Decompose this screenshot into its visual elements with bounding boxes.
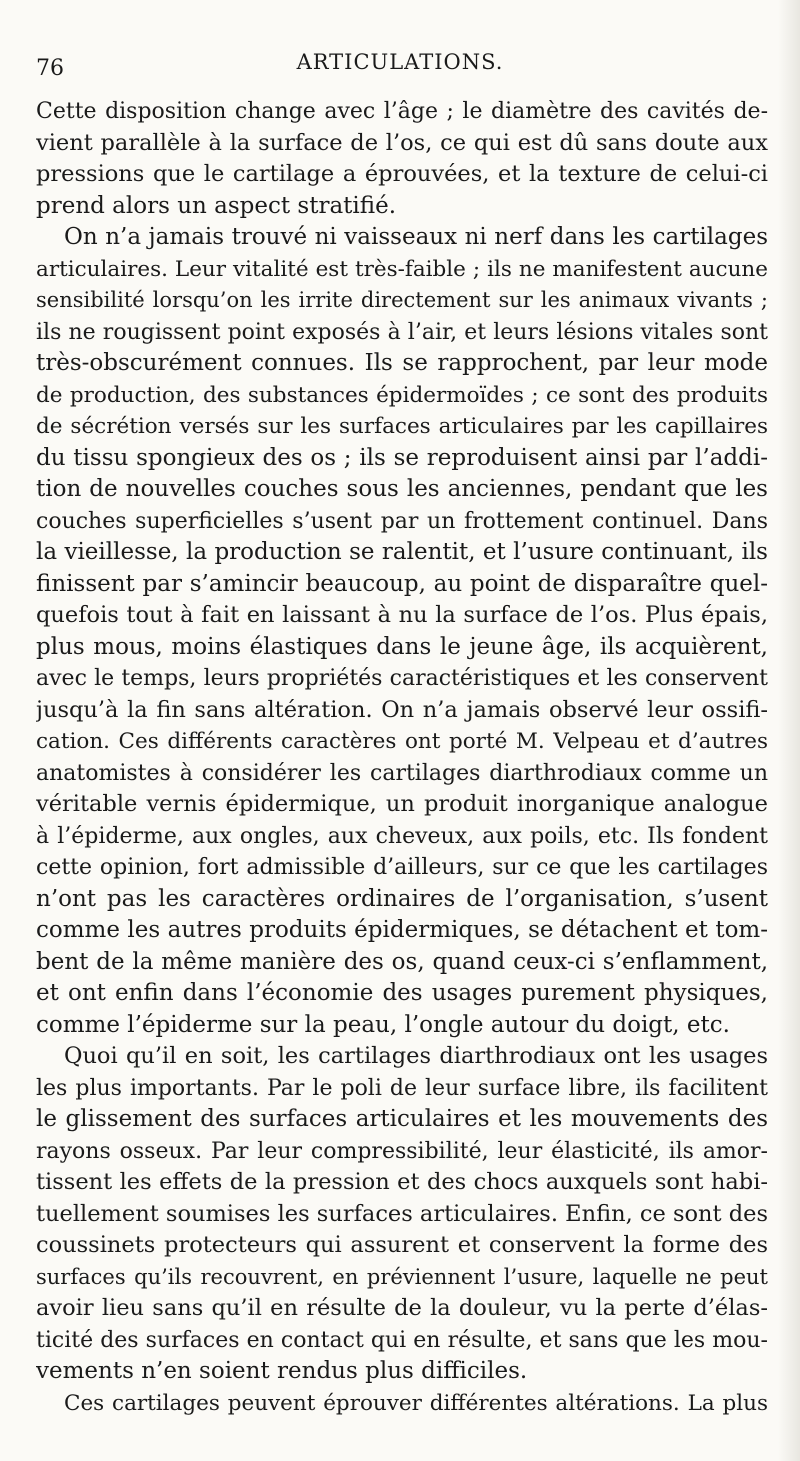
text-line: avec le temps, leurs propriétés caractéristiques et les conservent [36,666,768,691]
text-line: Ces cartilages peuvent éprouver différentes altérations. La plus [64,1390,768,1416]
text-line: bent de la même manière des os, quand ceux-ci s’enflamment, [36,948,768,975]
text-line: vements n’en soient rendus plus difficiles. [36,1358,528,1384]
text-line: finissent par s’amincir beaucoup, au point de disparaître quel- [36,570,768,597]
text-line: sensibilité lorsqu’on les irrite directement sur les animaux vivants ; [36,288,768,312]
text-line: n’ont pas les caractères ordinaires de l’organisation, s’usent [36,885,768,912]
text-line: comme les autres produits épidermiques, se détachent et tom- [36,917,768,943]
text-line: couches superficielles s’usent par un frottement continuel. Dans [36,508,768,534]
text-line: rayons osseux. Par leur compressibilité, leur élasticité, ils amor- [36,1138,768,1164]
text-line: surfaces qu’ils recouvrent, en préviennent l’usure, laquelle ne peut [36,1264,768,1289]
text-line: la vieillesse, la production se ralentit, et l’usure continuant, ils [36,539,768,565]
text-line: coussinets protecteurs qui assurent et conservent la forme des [36,1232,768,1258]
text-line: tissent les effets de la pression et des chocs auxquels sont habi- [36,1169,768,1195]
text-line: à l’épiderme, aux ongles, aux cheveux, aux poils, etc. Ils fondent [36,823,768,849]
body-text [36,96,768,1419]
text-line: avoir lieu sans qu’il en résulte de la douleur, vu la perte d’élas- [36,1295,768,1321]
text-line: les plus importants. Par le poli de leur surface libre, ils facilitent [36,1075,768,1101]
text-line: plus mous, moins élastiques dans le jeune âge, ils acquièrent, [36,633,768,660]
text-line: Quoi qu’il en soit, les cartilages diarthrodiaux ont les usages [64,1043,768,1069]
text-line: très-obscurément connues. Ils se rapprochent, par leur mode [36,350,768,376]
text-line: le glissement des surfaces articulaires et les mouvements des [36,1106,768,1132]
text-line: véritable vernis épidermique, un produit inorganique analogue [36,791,768,817]
text-line: tuellement soumises les surfaces articulaires. Enfin, ce sont des [36,1200,768,1227]
text-line: vient parallèle à la surface de l’os, ce qui est dû sans doute aux [36,129,768,156]
text-line: cation. Ces différents caractères ont porté M. Velpeau et d’autres [36,729,768,754]
text-line: tion de nouvelles couches sous les anciennes, pendant que les [36,476,768,502]
page-edge-shadow [778,0,800,1461]
text-line: ils ne rougissent point exposés à l’air, et leurs lésions vitales sont [36,319,768,345]
text-line: anatomistes à considérer les cartilages diarthrodiaux comme un [36,760,768,786]
running-title: ARTICULATIONS. [296,50,504,74]
text-line: ticité des surfaces en contact qui en résulte, et sans que les mou- [36,1327,768,1353]
text-line: et ont enfin dans l’économie des usages purement physiques, [36,980,768,1006]
text-line: On n’a jamais trouvé ni vaisseaux ni nerf dans les cartilages [64,224,768,250]
page-number: 76 [36,56,64,81]
text-line: articulaires. Leur vitalité est très-faible ; ils ne manifestent aucune [36,256,768,282]
text-line: quefois tout à fait en laissant à nu la surface de l’os. Plus épais, [36,602,768,628]
text-line: de production, des substances épidermoïdes ; ce sont des produits [36,382,768,408]
text-line: du tissu spongieux des os ; ils se reproduisent ainsi par l’addi- [36,444,768,471]
text-line: comme l’épiderme sur la peau, l’ongle autour du doigt, etc. [36,1011,730,1038]
text-line: jusqu’à la fin sans altération. On n’a jamais observé leur ossifi- [36,696,768,723]
text-line: cette opinion, fort admissible d’ailleurs, sur ce que les cartilages [36,855,768,880]
text-line: prend alors un aspect stratifié. [36,192,397,219]
text-line: pressions que le cartilage a éprouvées, et la texture de celui-ci [36,161,768,187]
text-line: Cette disposition change avec l’âge ; le diamètre des cavités de- [36,99,768,124]
text-line: de sécrétion versés sur les surfaces articulaires par les capillaires [36,414,768,439]
